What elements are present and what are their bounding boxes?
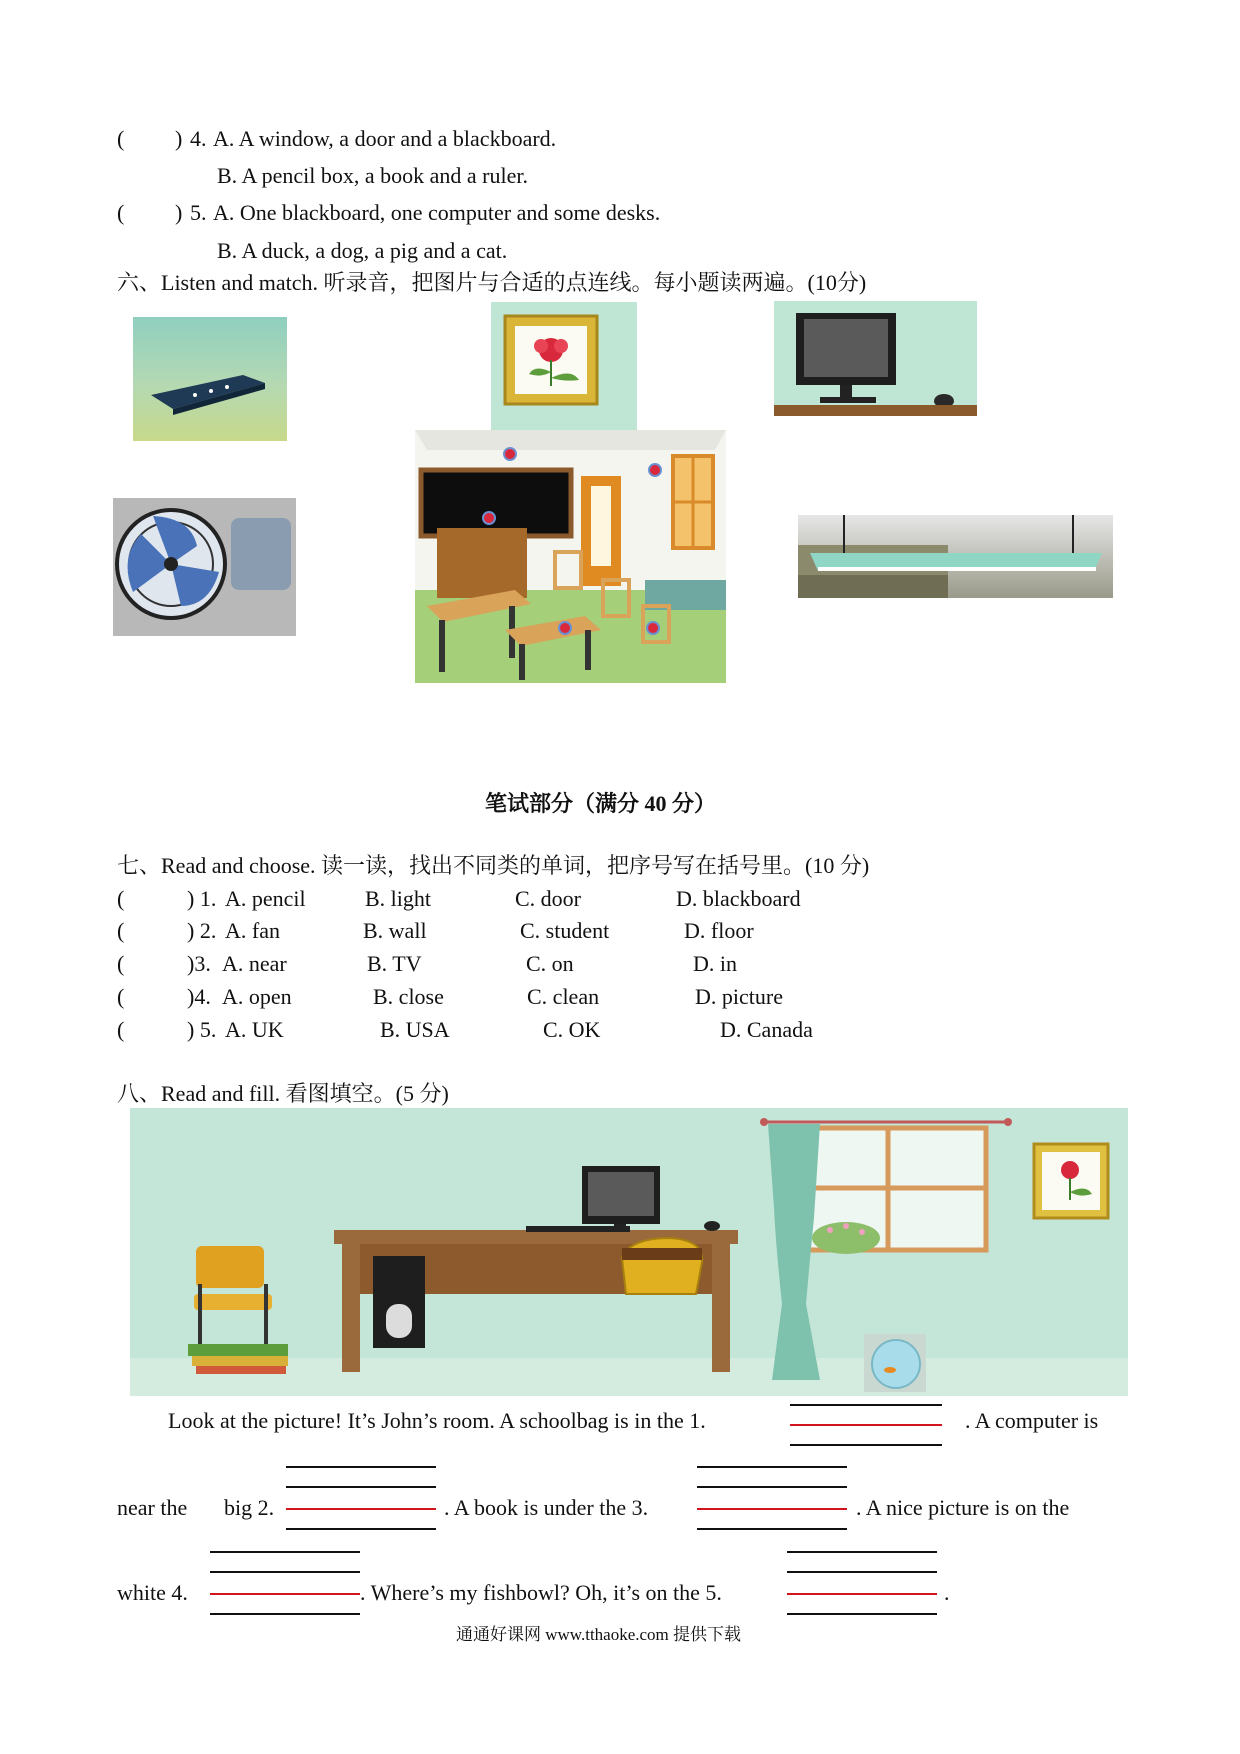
fill-text-3b: . Where’s my fishbowl? Oh, it’s on the 5. [360, 1580, 722, 1605]
option-b: B. A pencil box, a book and a ruler. [217, 163, 528, 188]
option-a: A. UK [225, 1017, 284, 1042]
written-part-header: 笔试部分（满分 40 分） [485, 791, 717, 816]
question-number: )3. [187, 951, 211, 976]
fill-text-1b: . A computer is [965, 1408, 1099, 1433]
option-d: D. picture [695, 984, 783, 1009]
question-number: ) 1. [187, 886, 217, 911]
blank-1[interactable] [790, 1404, 942, 1448]
option-c: C. OK [543, 1017, 601, 1042]
footer-text: 通通好课网 www.tthaoke.com 提供下载 [456, 1625, 742, 1644]
option-b: B. close [373, 984, 444, 1009]
answer-paren[interactable]: ( [117, 984, 125, 1009]
option-b: B. USA [380, 1017, 450, 1042]
option-b: B. A duck, a dog, a pig and a cat. [217, 238, 508, 263]
blank-3[interactable] [697, 1466, 847, 1532]
fan-picture[interactable] [113, 498, 296, 636]
option-d: D. blackboard [676, 886, 801, 911]
section-6-title: 六、Listen and match. 听录音，把图片与合适的点连线。每小题读两遍。(10分) [117, 270, 867, 295]
question-number: 4. [190, 126, 207, 151]
question-number: 5. [190, 200, 207, 225]
answer-paren[interactable]: ( [117, 126, 125, 151]
blank-5[interactable] [787, 1551, 937, 1617]
classroom-picture[interactable] [415, 430, 726, 683]
answer-paren[interactable]: ( [117, 918, 125, 943]
option-c: C. on [526, 951, 574, 976]
option-a: A. fan [225, 918, 280, 943]
fill-text-2a: near the [117, 1495, 188, 1520]
johns-room-picture [130, 1108, 1128, 1396]
paren-close: ) [175, 126, 183, 151]
light-picture[interactable] [798, 515, 1113, 598]
fill-text-1a: Look at the picture! It’s John’s room. A schoolbag is in the 1. [168, 1408, 706, 1433]
option-c: C. door [515, 886, 581, 911]
option-a: A. open [222, 984, 292, 1009]
fill-text-2b: big 2. [224, 1495, 275, 1520]
option-a: A. near [222, 951, 287, 976]
flower-picture[interactable] [491, 302, 637, 432]
answer-paren[interactable]: ( [117, 886, 125, 911]
section-7-title: 七、Read and choose. 读一读，找出不同类的单词，把序号写在括号里。(10 分) [117, 853, 870, 878]
question-number: )4. [187, 984, 211, 1009]
option-a: A. pencil [225, 886, 306, 911]
paren-close: ) [175, 200, 183, 225]
option-d: D. Canada [720, 1017, 813, 1042]
blank-2[interactable] [286, 1466, 436, 1532]
question-number: ) 5. [187, 1017, 217, 1042]
option-a: A. One blackboard, one computer and some desks. [213, 200, 661, 225]
option-d: D. floor [684, 918, 754, 943]
answer-paren[interactable]: ( [117, 951, 125, 976]
fill-text-2d: . A nice picture is on the [856, 1495, 1070, 1520]
blank-4[interactable] [210, 1551, 360, 1617]
computer-picture[interactable] [774, 301, 977, 416]
pencil-box-picture[interactable] [133, 317, 287, 441]
fill-text-3a: white 4. [117, 1580, 188, 1605]
fill-text-2c: . A book is under the 3. [444, 1495, 649, 1520]
option-d: D. in [693, 951, 737, 976]
fill-text-3c: . [944, 1580, 950, 1605]
option-c: C. clean [527, 984, 600, 1009]
option-a: A. A window, a door and a blackboard. [213, 126, 557, 151]
answer-paren[interactable]: ( [117, 1017, 125, 1042]
question-number: ) 2. [187, 918, 217, 943]
section-8-title: 八、Read and fill. 看图填空。(5 分) [117, 1081, 449, 1106]
option-b: B. TV [367, 951, 422, 976]
option-c: C. student [520, 918, 610, 943]
option-b: B. light [365, 886, 432, 911]
option-b: B. wall [363, 918, 427, 943]
answer-paren[interactable]: ( [117, 200, 125, 225]
